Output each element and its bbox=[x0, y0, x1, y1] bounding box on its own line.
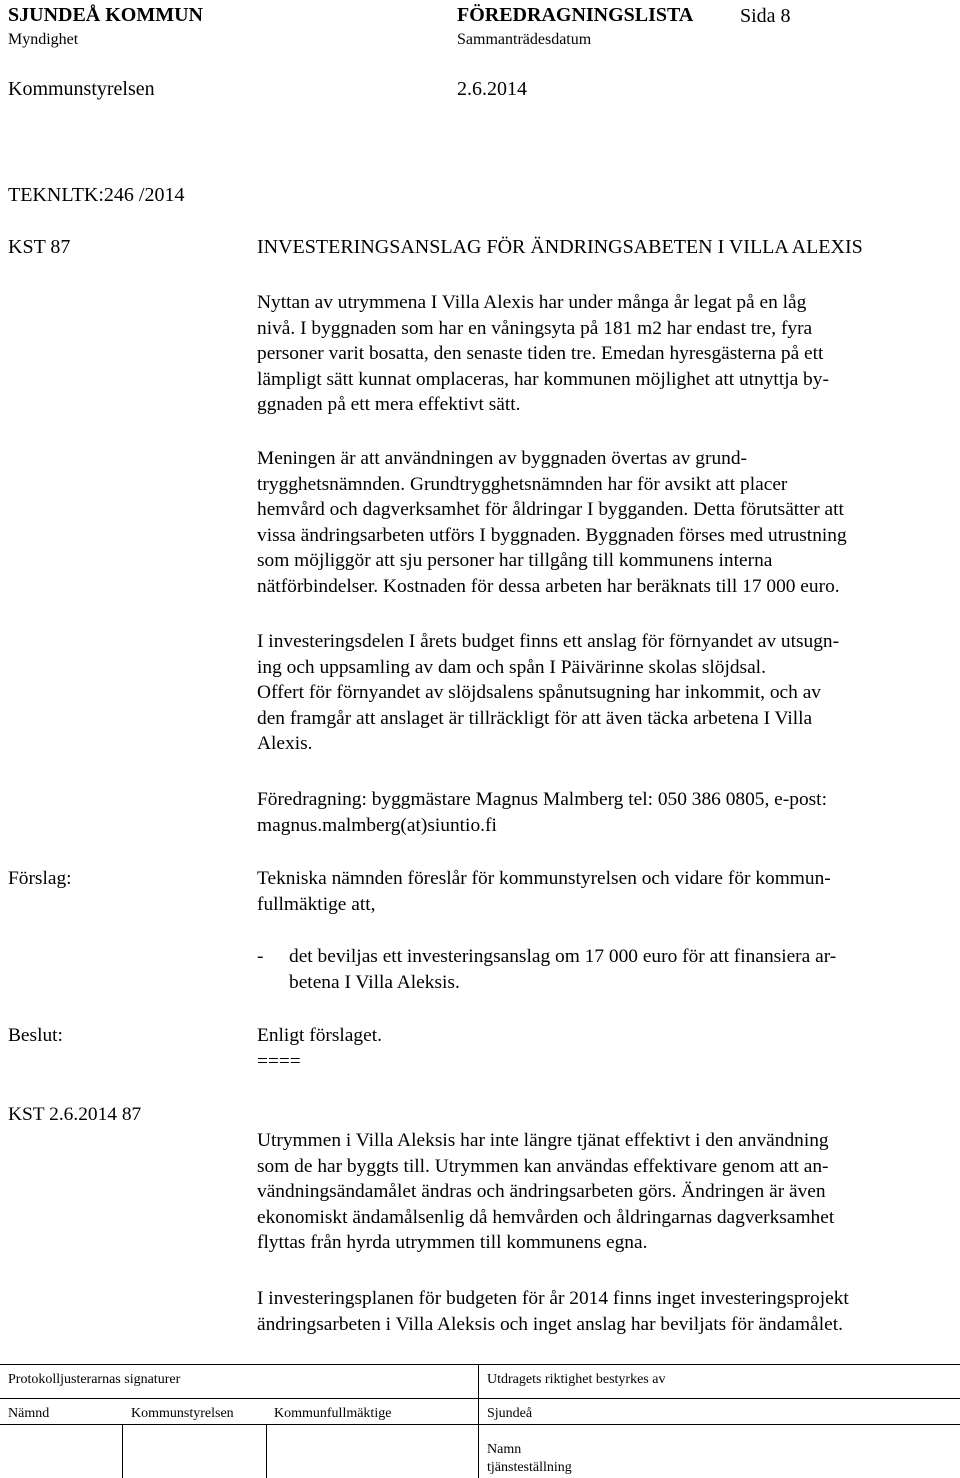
footer-col-rule bbox=[122, 1424, 123, 1478]
text-line: Utrymmen i Villa Aleksis har inte längre tjänat effektivt i den användning bbox=[257, 1130, 829, 1151]
text-line: som de har byggts till. Utrymmen kan användas effektivare genom att an- bbox=[257, 1155, 829, 1177]
text-line: nivå. I byggnaden som har en våningsyta på 181 m2 har endast tre, fyra bbox=[257, 317, 813, 339]
authority-label: Myndighet bbox=[8, 31, 79, 48]
column-namnd: Nämnd bbox=[8, 1406, 50, 1421]
text-line: magnus.malmberg(at)siuntio.fi bbox=[257, 814, 497, 836]
certification-label: Utdragets riktighet bestyrkes av bbox=[487, 1372, 666, 1387]
bullet-dash: - bbox=[257, 946, 264, 967]
name-label: Namn bbox=[487, 1442, 522, 1457]
text-line: personer varit bosatta, den senaste tiden tre. Emedan hyresgästerna på ett bbox=[257, 343, 824, 364]
text-line: trygghetsnämnden. Grundtrygghetsnämnden har för avsikt att placer bbox=[257, 473, 788, 495]
footer-mid-rule bbox=[0, 1398, 960, 1399]
text-line: nätförbindelser. Kostnaden för dessa arbeten har beräknats till 17 000 euro. bbox=[257, 575, 840, 597]
text-line: vändningsändamålet ändras och ändringsarbeten görs. Ändringen är även bbox=[257, 1181, 826, 1202]
text-line: Nyttan av utrymmena I Villa Alexis har under många år legat på en låg bbox=[257, 292, 807, 313]
signatures-label: Protokolljusterarnas signaturer bbox=[8, 1372, 181, 1387]
column-kommunfullmaktige: Kommunfullmäktige bbox=[274, 1406, 392, 1421]
text-line: betena I Villa Aleksis. bbox=[289, 971, 460, 993]
page-number: Sida 8 bbox=[740, 5, 791, 27]
text-line: Föredragning: byggmästare Magnus Malmberg tel: 050 386 0805, e-post: bbox=[257, 789, 827, 810]
decision-label: Beslut: bbox=[8, 1025, 63, 1046]
text-line: I investeringsdelen I årets budget finns ett anslag för förnyandet av utsugn- bbox=[257, 631, 840, 652]
document-type: FÖREDRAGNINGSLISTA bbox=[457, 4, 694, 26]
text-line: vissa ändringsarbeten utförs I byggnaden. Byggnaden förses med utrustning bbox=[257, 524, 847, 546]
text-line: Offert för förnyandet av slöjdsalens spånutsugning har inkommit, och av bbox=[257, 682, 822, 703]
text-line: ändringsarbeten i Villa Aleksis och inget anslag har beviljats för ändamålet. bbox=[257, 1313, 843, 1335]
decision-separator: ==== bbox=[257, 1051, 301, 1072]
position-label: tjänsteställning bbox=[487, 1460, 572, 1475]
paragraph-presenter bbox=[257, 787, 957, 838]
footer-row-rule bbox=[0, 1424, 960, 1425]
footer-top-rule bbox=[0, 1364, 960, 1365]
text-line: hemvård och dagverksamhet för åldringar I bygganden. Detta förutsätter att bbox=[257, 499, 844, 520]
certification-place: Sjundeå bbox=[487, 1406, 533, 1421]
text-line: det beviljas ett investeringsanslag om 17 000 euro för att finansiera ar- bbox=[289, 946, 837, 967]
text-line: Meningen är att användningen av byggnaden övertas av grund- bbox=[257, 448, 747, 469]
meeting-date-label: Sammanträdesdatum bbox=[457, 31, 592, 48]
paragraph-usage bbox=[257, 290, 957, 418]
text-line: ing och uppsamling av dam och spån I Päivärinne skolas slöjdsal. bbox=[257, 656, 766, 678]
case-reference: TEKNLTK:246 /2014 bbox=[8, 184, 185, 206]
footer-divider bbox=[478, 1364, 479, 1478]
municipality-name: SJUNDEÅ KOMMUN bbox=[8, 4, 203, 26]
text-line: den framgår att anslaget är tillräckligt för att även täcka arbetena I Villa bbox=[257, 707, 813, 729]
proposal-bullet bbox=[289, 944, 954, 995]
paragraph-purpose bbox=[257, 446, 957, 599]
text-line: flyttas från hyrda utrymmen till kommunens egna. bbox=[257, 1232, 648, 1253]
text-line: Alexis. bbox=[257, 733, 313, 754]
column-kommunstyrelsen: Kommunstyrelsen bbox=[131, 1406, 234, 1421]
text-line: ekonomiskt ändamålsenlig då hemvården och åldringarnas dagverksamhet bbox=[257, 1206, 835, 1228]
meeting-date: 2.6.2014 bbox=[457, 78, 527, 100]
decision-text: Enligt förslaget. bbox=[257, 1025, 382, 1046]
text-line: som möjliggör att sju personer har tillgång till kommunens interna bbox=[257, 550, 773, 571]
text-line: Tekniska nämnden föreslår för kommunstyrelsen och vidare för kommun- bbox=[257, 868, 831, 889]
followup-reference: KST 2.6.2014 87 bbox=[8, 1104, 142, 1125]
text-line: I investeringsplanen för budgeten för år 2014 finns inget investeringsprojekt bbox=[257, 1288, 849, 1309]
paragraph-budget bbox=[257, 629, 957, 757]
text-line: ggnaden på ett mera effektivt sätt. bbox=[257, 394, 521, 415]
authority-name: Kommunstyrelsen bbox=[8, 78, 155, 100]
text-line: lämpligt sätt kunnat omplaceras, har kommunen möjlighet att utnyttja by- bbox=[257, 368, 829, 390]
item-number: KST 87 bbox=[8, 236, 71, 258]
item-title: INVESTERINGSANSLAG FÖR ÄNDRINGSABETEN I VILLA ALEXIS bbox=[257, 236, 863, 258]
text-line: fullmäktige att, bbox=[257, 893, 376, 915]
followup-paragraph-2 bbox=[257, 1286, 957, 1337]
proposal-text bbox=[257, 866, 957, 917]
followup-paragraph-1 bbox=[257, 1128, 957, 1256]
proposal-label: Förslag: bbox=[8, 868, 72, 889]
footer-col-rule bbox=[266, 1424, 267, 1478]
